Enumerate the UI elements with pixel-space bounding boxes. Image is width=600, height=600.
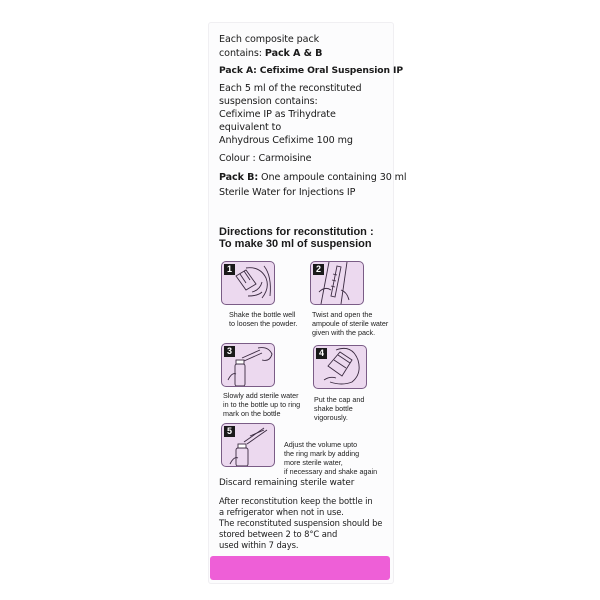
storage-line: The reconstituted suspension should be xyxy=(219,518,383,528)
directions-heading-2: To make 30 ml of suspension xyxy=(219,238,372,250)
step-number: 2 xyxy=(313,264,324,275)
storage-line: stored between 2 to 8°C and xyxy=(219,529,338,539)
step-3-caption: Slowly add sterile water in to the bottle up to ring mark on the bottle xyxy=(223,391,301,418)
pack-b-line-1: Pack B: One ampoule containing 30 ml xyxy=(219,172,407,183)
pack-a-line: Each 5 ml of the reconstituted xyxy=(219,83,362,94)
pack-ab-label: Pack A & B xyxy=(264,48,323,59)
step-3-illustration xyxy=(221,343,275,387)
step-1-illustration xyxy=(221,261,275,305)
step-number: 4 xyxy=(316,348,327,359)
directions-heading-1: Directions for reconstitution : xyxy=(219,226,374,238)
pack-a-line: Anhydrous Cefixime 100 mg xyxy=(219,135,353,146)
step-2-caption: Twist and open the ampoule of sterile water given with the pack. xyxy=(312,310,389,337)
discard-note: Discard remaining sterile water xyxy=(219,478,355,488)
colour-line: Colour : Carmoisine xyxy=(219,153,312,164)
pink-color-band xyxy=(210,556,390,580)
step-number: 1 xyxy=(224,264,235,275)
step-number: 5 xyxy=(224,426,235,437)
step-4-caption: Put the cap and shake bottle vigorously. xyxy=(314,395,365,422)
storage-line: a refrigerator when not in use. xyxy=(219,507,344,517)
composition-line-1: Each composite pack xyxy=(219,34,320,45)
pack-a-line: equivalent to xyxy=(219,122,282,133)
step-5-illustration xyxy=(221,423,275,467)
storage-line: After reconstitution keep the bottle in xyxy=(219,496,373,506)
pack-b-line-2: Sterile Water for Injections IP xyxy=(219,187,356,198)
pack-a-line: suspension contains: xyxy=(219,96,318,107)
pack-b-label: Pack B: xyxy=(219,172,259,183)
storage-line: used within 7 days. xyxy=(219,540,299,550)
step-4-illustration xyxy=(313,345,367,389)
composition-line-2: contains: Pack A & B xyxy=(219,48,323,59)
step-number: 3 xyxy=(224,346,235,357)
pack-a-line: Cefixime IP as Trihydrate xyxy=(219,109,336,120)
step-5-caption: Adjust the volume upto the ring mark by adding more sterile water, if necessary and shake again xyxy=(284,440,378,476)
step-2-illustration xyxy=(310,261,364,305)
pack-a-heading: Pack A: Cefixime Oral Suspension IP xyxy=(219,65,403,76)
step-1-caption: Shake the bottle well to loosen the powder. xyxy=(229,310,298,328)
